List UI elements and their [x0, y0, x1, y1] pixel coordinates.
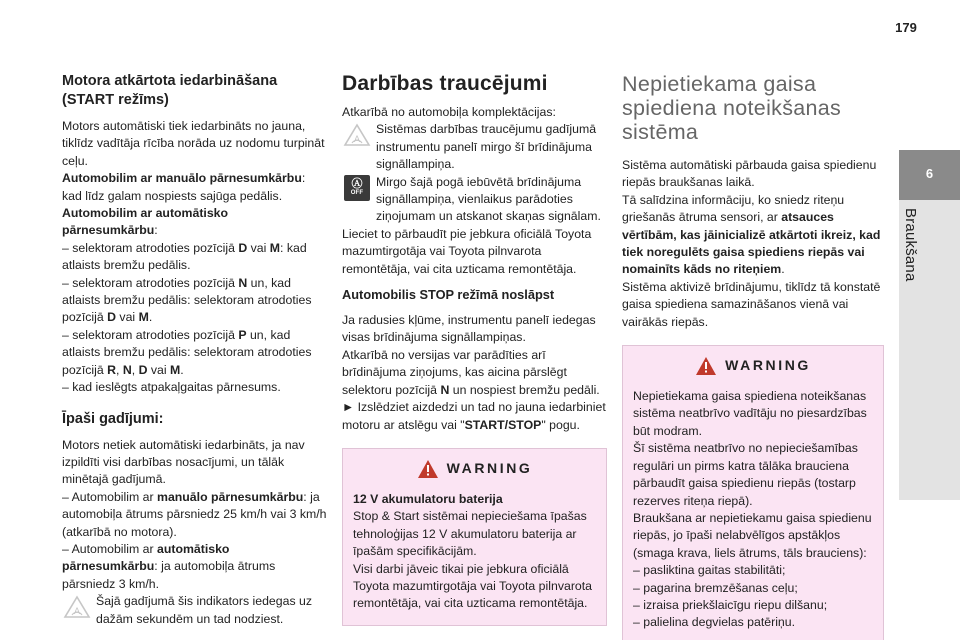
page-number: 179: [895, 20, 917, 35]
section-heading-restart: Motora atkārtota iedarbināšana (START režīms): [62, 73, 278, 108]
auto-off-button-icon: Ⓐ OFF: [344, 175, 370, 201]
list-item: – Automobilim ar manuālo pārnesumkārbu: ja automobiļa ātrums pārsniedz 25 km/h vai 3 km/h (atkarībā no motora).: [62, 489, 327, 539]
auto-stop-warning-triangle-icon: [342, 122, 372, 148]
list-item: – izraisa priekšlaicīgu riepu dilšanu;: [633, 597, 828, 612]
button-indicator-note: Ⓐ OFF Mirgo šajā pogā iebūvētā brīdinājuma signāllampiņa, vienlaikus parādoties ziņojumam un atskanot skaņas signālam.: [342, 174, 607, 226]
paragraph: Sistēma aktivizē brīdinājumu, tiklīdz tā konstatē gaisa spiediena samazināšanos vienā vai vairākās riepās.: [622, 279, 881, 329]
subsection-heading-stop-stall: Automobilis STOP režīmā noslāpst: [342, 287, 555, 303]
paragraph: Sistēma automātiski pārbauda gaisa spiedienu riepās braukšanas laikā.: [622, 158, 877, 190]
list-item: – Automobilim ar automātisko pārnesumkārbu: ja automobiļa ātrums pārsniedz 3 km/h.: [62, 541, 276, 591]
paragraph: Tā salīdzina informāciju, ko sniedz riteņu griešanās ātruma sensori, ar atsauces vērtībām, kas jāinicializē atkārtoti ikreiz, kad tiek noregulēts gaisa spiediens riepās vai nomainīts kāds no riteņiem.: [622, 192, 881, 277]
paragraph: Automobilim ar automātisko pārnesumkārbu:: [62, 206, 229, 238]
list-item: – selektoram atrodoties pozīcijā D vai M: kad atlaists bremžu pedālis.: [62, 240, 307, 273]
svg-text:A: A: [353, 134, 361, 145]
paragraph: Ja radusies kļūme, instrumentu panelī iedegas visas brīdinājuma signāllampiņas.: [342, 313, 596, 345]
paragraph: Motors netiek automātiski iedarbināts, ja nav izpildīti visi darbības nosacījumi, un tālāk minētajā gadījumā.: [62, 437, 305, 487]
paragraph: Atkarībā no automobiļa komplektācijas:: [342, 105, 556, 119]
column-middle: [342, 72, 607, 626]
auto-stop-warning-triangle-icon: [62, 594, 92, 620]
indicator-note: A Šajā gadījumā šis indikators iedegas uz dažām sekundēm un tad nodziest.: [62, 593, 327, 628]
warning-text: Stop & Start sistēmai nepieciešama īpašas tehnoloģijas 12 V akumulatoru baterija ar īpašām specifikācijām. Visi darbi jāveic tikai pie jebkura oficiālā Toyota mazumtirgotāja vai Toyota pilnvarota remontētāja, vai cita uzticama remontētāja.: [353, 509, 593, 611]
paragraph: Lieciet to pārbaudīt pie jebkura oficiālā Toyota mazumtirgotāja vai Toyota pilnvarota remontētāja, vai cita uzticama remontētāja.: [342, 226, 592, 276]
warning-triangle-icon: [695, 356, 717, 376]
indicator-note: A Sistēmas darbības traucējumu gadījumā instrumentu panelī mirgo šī brīdinājuma signāllampiņa.: [342, 121, 607, 173]
paragraph: ► Izslēdziet aizdedzi un tad no jauna iedarbiniet motoru ar atslēgu vai "START/STOP" pogu.: [342, 400, 606, 432]
column-left: [62, 72, 327, 628]
warning-box-battery: [342, 448, 607, 626]
list-item: – selektoram atrodoties pozīcijā P un, kad atlaists bremžu pedālis: selektoram atrodoties pozīcijā R, N, D vai M.: [62, 327, 312, 377]
list-item: – selektoram atrodoties pozīcijā N un, kad atlaists bremžu pedālis: selektoram atrodoties pozīcijā D vai M.: [62, 275, 312, 325]
warning-text: Braukšana ar nepietiekamu gaisa spiedienu riepās, jo īpaši nelabvēlīgos apstākļos (smaga krava, liels ātrums, tāls brauciens):: [633, 510, 872, 560]
paragraph: Automobilim ar manuālo pārnesumkārbu: kad līdz galam nospiests sajūga pedālis.: [62, 171, 306, 203]
section-heading-tyre-pressure: Nepietiekama gaisa spiediena noteikšanas sistēma: [622, 72, 842, 144]
warning-triangle-icon: [417, 459, 439, 479]
chapter-number: 6: [925, 166, 934, 181]
warning-title: WARNING: [725, 357, 811, 374]
list-item: – pasliktina gaitas stabilitāti;: [633, 563, 786, 578]
section-heading-malfunctions: Darbības traucējumi: [342, 72, 548, 95]
list-item: – palielina degvielas patēriņu.: [633, 615, 796, 630]
paragraph: Atkarībā no versijas var parādīties arī brīdinājuma ziņojums, kas aicina pārslēgt selektoru pozīcijā N un nospiest bremžu pedāli.: [342, 347, 600, 397]
section-heading-special-cases: Īpaši gadījumi:: [62, 410, 164, 427]
chapter-label-text: Braukšana: [902, 208, 919, 282]
svg-text:A: A: [73, 606, 81, 617]
list-item: – pagarina bremzēšanas ceļu;: [633, 580, 798, 595]
paragraph: Motors automātiski tiek iedarbināts no jauna, tiklīdz vadītāja rīcība norāda uz nodomu turpināt ceļu.: [62, 119, 325, 168]
chapter-label: [902, 208, 922, 328]
list-item: – kad ieslēgts atpakaļgaitas pārnesums.: [62, 380, 281, 395]
warning-title: WARNING: [446, 460, 533, 477]
warning-subheading: 12 V akumulatoru baterija: [353, 491, 503, 506]
warning-text: Nepietiekama gaisa spiediena noteikšanas sistēma neatbrīvo vadītāju no piesardzības būt modram.: [633, 389, 867, 438]
warning-text: Šī sistēma neatbrīvo no nepieciešamības regulāri un pirms katra tālāka brauciena pārbaudīt gaisa spiedienu riepās (tostarp rezerves riteņa riepā).: [633, 441, 858, 508]
column-right: [622, 72, 884, 640]
warning-box-tyre-pressure: [622, 345, 884, 640]
